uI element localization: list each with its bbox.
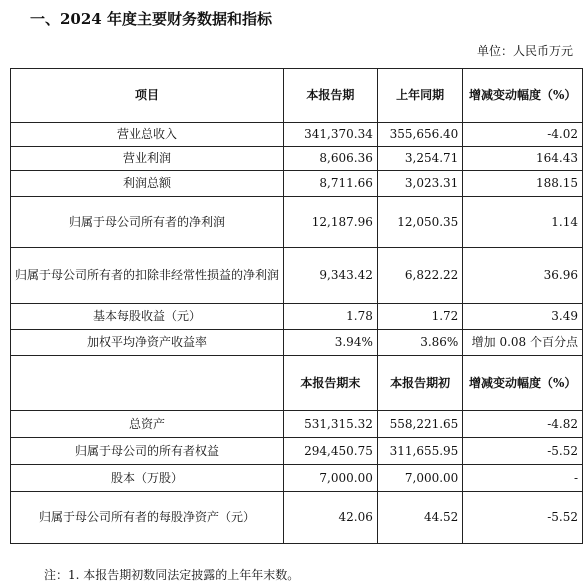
header-current: 本报告期 (284, 69, 378, 123)
table-row (11, 411, 583, 438)
row-prior: 3,023.31 (377, 171, 462, 197)
row-item: 基本每股收益（元） (11, 304, 284, 330)
footnote: 注：1. 本报告期初数同法定披露的上年年末数。 (44, 568, 300, 582)
financial-table (10, 68, 583, 544)
row-item: 营业利润 (11, 147, 284, 171)
table-row (11, 123, 583, 147)
unit-label: 单位：人民币万元 (476, 44, 573, 58)
row-change: 增加 0.08 个百分点 (463, 330, 583, 356)
table-row (11, 438, 583, 465)
page-title: 一、2024 年度主要财务数据和指标 (30, 10, 272, 28)
table-header-row (11, 69, 583, 123)
row-prior: 6,822.22 (377, 248, 462, 304)
row-prior: 12,050.35 (377, 197, 462, 248)
row-item: 归属于母公司的所有者权益 (11, 438, 284, 465)
row-current: 8,711.66 (284, 171, 378, 197)
row-item: 总资产 (11, 411, 284, 438)
row-change: -5.52 (463, 438, 583, 465)
row-change: 36.96 (463, 248, 583, 304)
row-current: 341,370.34 (284, 123, 378, 147)
table-row (11, 147, 583, 171)
row-current: 9,343.42 (284, 248, 378, 304)
row-item: 股本（万股） (11, 465, 284, 492)
row-item: 归属于母公司所有者的每股净资产（元） (11, 492, 284, 544)
row-change: -4.02 (463, 123, 583, 147)
subheader-item (11, 356, 284, 411)
subheader-change: 增减变动幅度（%） (463, 356, 583, 411)
row-current: 531,315.32 (284, 411, 378, 438)
row-prior: 7,000.00 (377, 465, 462, 492)
row-prior: 44.52 (377, 492, 462, 544)
row-change: 164.43 (463, 147, 583, 171)
table-row (11, 248, 583, 304)
row-item: 营业总收入 (11, 123, 284, 147)
subheader-current: 本报告期末 (284, 356, 378, 411)
table-row (11, 304, 583, 330)
row-change: 188.15 (463, 171, 583, 197)
table-row (11, 465, 583, 492)
header-item: 项目 (11, 69, 284, 123)
table-row (11, 330, 583, 356)
row-current: 42.06 (284, 492, 378, 544)
row-current: 294,450.75 (284, 438, 378, 465)
header-change: 增减变动幅度（%） (463, 69, 583, 123)
row-change: 1.14 (463, 197, 583, 248)
table-row (11, 197, 583, 248)
row-change: - (463, 465, 583, 492)
row-prior: 558,221.65 (377, 411, 462, 438)
row-current: 1.78 (284, 304, 378, 330)
row-change: -5.52 (463, 492, 583, 544)
row-current: 12,187.96 (284, 197, 378, 248)
row-item: 利润总额 (11, 171, 284, 197)
row-prior: 311,655.95 (377, 438, 462, 465)
row-item: 归属于母公司所有者的扣除非经常性损益的净利润 (11, 248, 284, 304)
row-current: 3.94% (284, 330, 378, 356)
row-change: 3.49 (463, 304, 583, 330)
table-row (11, 171, 583, 197)
row-prior: 355,656.40 (377, 123, 462, 147)
subheader-prior: 本报告期初 (377, 356, 462, 411)
row-item: 加权平均净资产收益率 (11, 330, 284, 356)
row-change: -4.82 (463, 411, 583, 438)
row-prior: 3.86% (377, 330, 462, 356)
table-subheader-row (11, 356, 583, 411)
row-prior: 3,254.71 (377, 147, 462, 171)
table-row (11, 492, 583, 544)
row-current: 7,000.00 (284, 465, 378, 492)
header-prior: 上年同期 (377, 69, 462, 123)
row-item: 归属于母公司所有者的净利润 (11, 197, 284, 248)
row-prior: 1.72 (377, 304, 462, 330)
row-current: 8,606.36 (284, 147, 378, 171)
